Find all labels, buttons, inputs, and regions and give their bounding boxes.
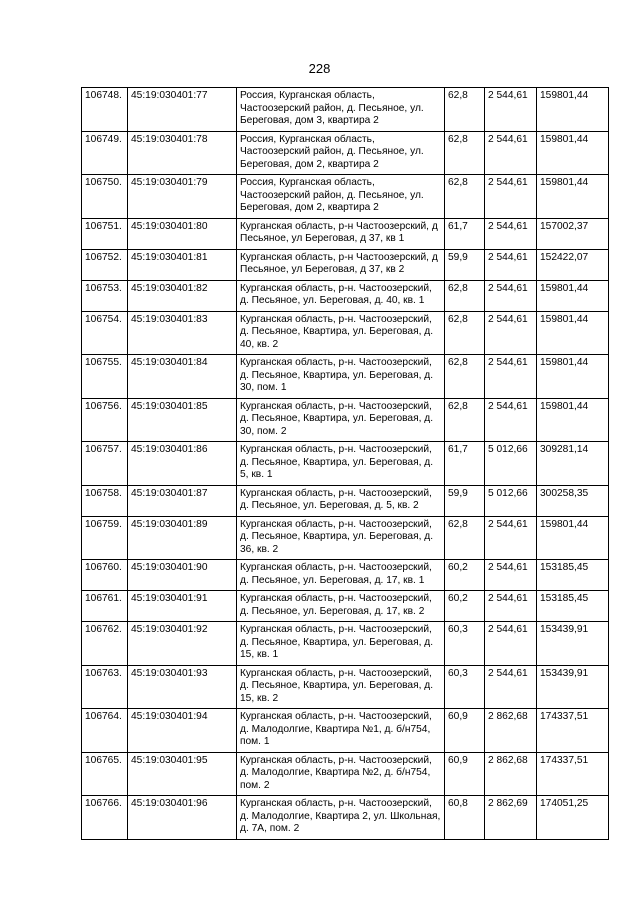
cadastral-value-cell: 153439,91: [537, 622, 609, 666]
specific-value-cell: 2 544,61: [485, 516, 537, 560]
row-number-cell: 106766.: [82, 796, 128, 840]
specific-value-cell: 2 544,61: [485, 398, 537, 442]
address-cell: Россия, Курганская область, Частоозерский район, д. Песьяное, ул. Береговая, дом 2, квартира 2: [237, 131, 445, 175]
cadastral-value-cell: 153439,91: [537, 665, 609, 709]
table-row: [82, 560, 609, 591]
area-cell: 61,7: [445, 442, 485, 486]
table-row: [82, 485, 609, 516]
specific-value-cell: 2 544,61: [485, 131, 537, 175]
row-number-cell: 106758.: [82, 485, 128, 516]
area-cell: 60,2: [445, 560, 485, 591]
area-cell: 61,7: [445, 218, 485, 249]
area-cell: 60,3: [445, 665, 485, 709]
table-row: [82, 280, 609, 311]
specific-value-cell: 2 862,69: [485, 796, 537, 840]
table-row: [82, 249, 609, 280]
specific-value-cell: 2 544,61: [485, 560, 537, 591]
table-row: [82, 516, 609, 560]
specific-value-cell: 2 544,61: [485, 591, 537, 622]
area-cell: 62,8: [445, 516, 485, 560]
table-row: [82, 665, 609, 709]
specific-value-cell: 2 544,61: [485, 88, 537, 132]
address-cell: Курганская область, р-н. Частоозерский, д. Малодолгие, Квартира 2, ул. Школьная, д. 7А, пом. 2: [237, 796, 445, 840]
area-cell: 62,8: [445, 311, 485, 355]
table-row: [82, 311, 609, 355]
address-cell: Курганская область, р-н. Частоозерский, д. Песьяное, Квартира, ул. Береговая, д. 40, кв. 2: [237, 311, 445, 355]
area-cell: 60,9: [445, 752, 485, 796]
cadastral-value-cell: 153185,45: [537, 560, 609, 591]
cadastral-number-cell: 45:19:030401:80: [128, 218, 237, 249]
specific-value-cell: 5 012,66: [485, 485, 537, 516]
cadastral-value-cell: 300258,35: [537, 485, 609, 516]
area-cell: 59,9: [445, 249, 485, 280]
cadastral-number-cell: 45:19:030401:78: [128, 131, 237, 175]
area-cell: 60,8: [445, 796, 485, 840]
row-number-cell: 106749.: [82, 131, 128, 175]
address-cell: Россия, Курганская область, Частоозерский район, д. Песьяное, ул. Береговая, дом 2, квартира 2: [237, 175, 445, 219]
specific-value-cell: 2 862,68: [485, 709, 537, 753]
area-cell: 62,8: [445, 398, 485, 442]
cadastral-number-cell: 45:19:030401:77: [128, 88, 237, 132]
row-number-cell: 106763.: [82, 665, 128, 709]
table-row: [82, 175, 609, 219]
cadastral-value-cell: 309281,14: [537, 442, 609, 486]
cadastral-number-cell: 45:19:030401:92: [128, 622, 237, 666]
specific-value-cell: 2 862,68: [485, 752, 537, 796]
table-row: [82, 796, 609, 840]
address-cell: Курганская область, р-н. Частоозерский, д. Песьяное, Квартира, ул. Береговая, д. 36, кв. 2: [237, 516, 445, 560]
cadastral-value-cell: 159801,44: [537, 175, 609, 219]
cadastral-value-table: [81, 87, 609, 840]
table-row: [82, 398, 609, 442]
address-cell: Курганская область, р-н. Частоозерский, д. Песьяное, ул. Береговая, д. 17, кв. 2: [237, 591, 445, 622]
address-cell: Курганская область, р-н. Частоозерский, д. Малодолгие, Квартира №2, д. б/н754, пом. 2: [237, 752, 445, 796]
table-row: [82, 442, 609, 486]
table-row: [82, 591, 609, 622]
cadastral-value-cell: 159801,44: [537, 131, 609, 175]
address-cell: Курганская область, р-н. Частоозерский, д. Песьяное, Квартира, ул. Береговая, д. 30, пом. 2: [237, 398, 445, 442]
cadastral-number-cell: 45:19:030401:96: [128, 796, 237, 840]
specific-value-cell: 2 544,61: [485, 218, 537, 249]
address-cell: Курганская область, р-н. Частоозерский, д. Песьяное, ул. Береговая, д. 40, кв. 1: [237, 280, 445, 311]
row-number-cell: 106759.: [82, 516, 128, 560]
cadastral-number-cell: 45:19:030401:94: [128, 709, 237, 753]
cadastral-number-cell: 45:19:030401:81: [128, 249, 237, 280]
area-cell: 62,8: [445, 280, 485, 311]
cadastral-number-cell: 45:19:030401:84: [128, 355, 237, 399]
table-row: [82, 218, 609, 249]
address-cell: Курганская область, р-н. Частоозерский, д. Малодолгие, Квартира №1, д. б/н754, пом. 1: [237, 709, 445, 753]
table-row: [82, 355, 609, 399]
table-row: [82, 131, 609, 175]
area-cell: 60,9: [445, 709, 485, 753]
specific-value-cell: 2 544,61: [485, 175, 537, 219]
row-number-cell: 106765.: [82, 752, 128, 796]
cadastral-value-cell: 174051,25: [537, 796, 609, 840]
cadastral-value-cell: 153185,45: [537, 591, 609, 622]
address-cell: Курганская область, р-н. Частоозерский, д. Песьяное, Квартира, ул. Береговая, д. 15, кв. 1: [237, 622, 445, 666]
cadastral-value-cell: 174337,51: [537, 709, 609, 753]
specific-value-cell: 2 544,61: [485, 280, 537, 311]
address-cell: Курганская область, р-н. Частоозерский, д. Песьяное, Квартира, ул. Береговая, д. 30, пом. 1: [237, 355, 445, 399]
row-number-cell: 106760.: [82, 560, 128, 591]
table-row: [82, 752, 609, 796]
area-cell: 62,8: [445, 88, 485, 132]
area-cell: 60,3: [445, 622, 485, 666]
cadastral-number-cell: 45:19:030401:93: [128, 665, 237, 709]
row-number-cell: 106748.: [82, 88, 128, 132]
specific-value-cell: 2 544,61: [485, 622, 537, 666]
specific-value-cell: 2 544,61: [485, 311, 537, 355]
area-cell: 59,9: [445, 485, 485, 516]
cadastral-value-cell: 159801,44: [537, 88, 609, 132]
page-number: 228: [308, 61, 331, 76]
cadastral-number-cell: 45:19:030401:79: [128, 175, 237, 219]
specific-value-cell: 5 012,66: [485, 442, 537, 486]
table-row: [82, 709, 609, 753]
row-number-cell: 106762.: [82, 622, 128, 666]
row-number-cell: 106750.: [82, 175, 128, 219]
row-number-cell: 106754.: [82, 311, 128, 355]
cadastral-value-cell: 159801,44: [537, 311, 609, 355]
area-cell: 62,8: [445, 131, 485, 175]
row-number-cell: 106761.: [82, 591, 128, 622]
cadastral-number-cell: 45:19:030401:86: [128, 442, 237, 486]
table-body: [82, 88, 609, 840]
row-number-cell: 106752.: [82, 249, 128, 280]
address-cell: Курганская область, р-н Частоозерский, д Песьяное, ул Береговая, д 37, кв 2: [237, 249, 445, 280]
cadastral-number-cell: 45:19:030401:83: [128, 311, 237, 355]
row-number-cell: 106764.: [82, 709, 128, 753]
area-cell: 62,8: [445, 355, 485, 399]
area-cell: 60,2: [445, 591, 485, 622]
address-cell: Курганская область, р-н. Частоозерский, д. Песьяное, ул. Береговая, д. 5, кв. 2: [237, 485, 445, 516]
row-number-cell: 106755.: [82, 355, 128, 399]
cadastral-value-cell: 159801,44: [537, 280, 609, 311]
specific-value-cell: 2 544,61: [485, 665, 537, 709]
table-row: [82, 622, 609, 666]
cadastral-value-cell: 152422,07: [537, 249, 609, 280]
cadastral-number-cell: 45:19:030401:82: [128, 280, 237, 311]
address-cell: Россия, Курганская область, Частоозерский район, д. Песьяное, ул. Береговая, дом 3, квартира 2: [237, 88, 445, 132]
cadastral-number-cell: 45:19:030401:87: [128, 485, 237, 516]
row-number-cell: 106751.: [82, 218, 128, 249]
cadastral-value-cell: 174337,51: [537, 752, 609, 796]
cadastral-value-cell: 159801,44: [537, 398, 609, 442]
address-cell: Курганская область, р-н. Частоозерский, д. Песьяное, ул. Береговая, д. 17, кв. 1: [237, 560, 445, 591]
address-cell: Курганская область, р-н Частоозерский, д Песьяное, ул Береговая, д 37, кв 1: [237, 218, 445, 249]
cadastral-value-cell: 157002,37: [537, 218, 609, 249]
table-row: [82, 88, 609, 132]
address-cell: Курганская область, р-н. Частоозерский, д. Песьяное, Квартира, ул. Береговая, д. 15, кв. 2: [237, 665, 445, 709]
cadastral-value-cell: 159801,44: [537, 516, 609, 560]
cadastral-number-cell: 45:19:030401:91: [128, 591, 237, 622]
row-number-cell: 106753.: [82, 280, 128, 311]
row-number-cell: 106756.: [82, 398, 128, 442]
cadastral-number-cell: 45:19:030401:95: [128, 752, 237, 796]
address-cell: Курганская область, р-н. Частоозерский, д. Песьяное, Квартира, ул. Береговая, д. 5, кв. 1: [237, 442, 445, 486]
specific-value-cell: 2 544,61: [485, 249, 537, 280]
area-cell: 62,8: [445, 175, 485, 219]
cadastral-number-cell: 45:19:030401:89: [128, 516, 237, 560]
cadastral-value-cell: 159801,44: [537, 355, 609, 399]
cadastral-number-cell: 45:19:030401:90: [128, 560, 237, 591]
row-number-cell: 106757.: [82, 442, 128, 486]
specific-value-cell: 2 544,61: [485, 355, 537, 399]
cadastral-number-cell: 45:19:030401:85: [128, 398, 237, 442]
